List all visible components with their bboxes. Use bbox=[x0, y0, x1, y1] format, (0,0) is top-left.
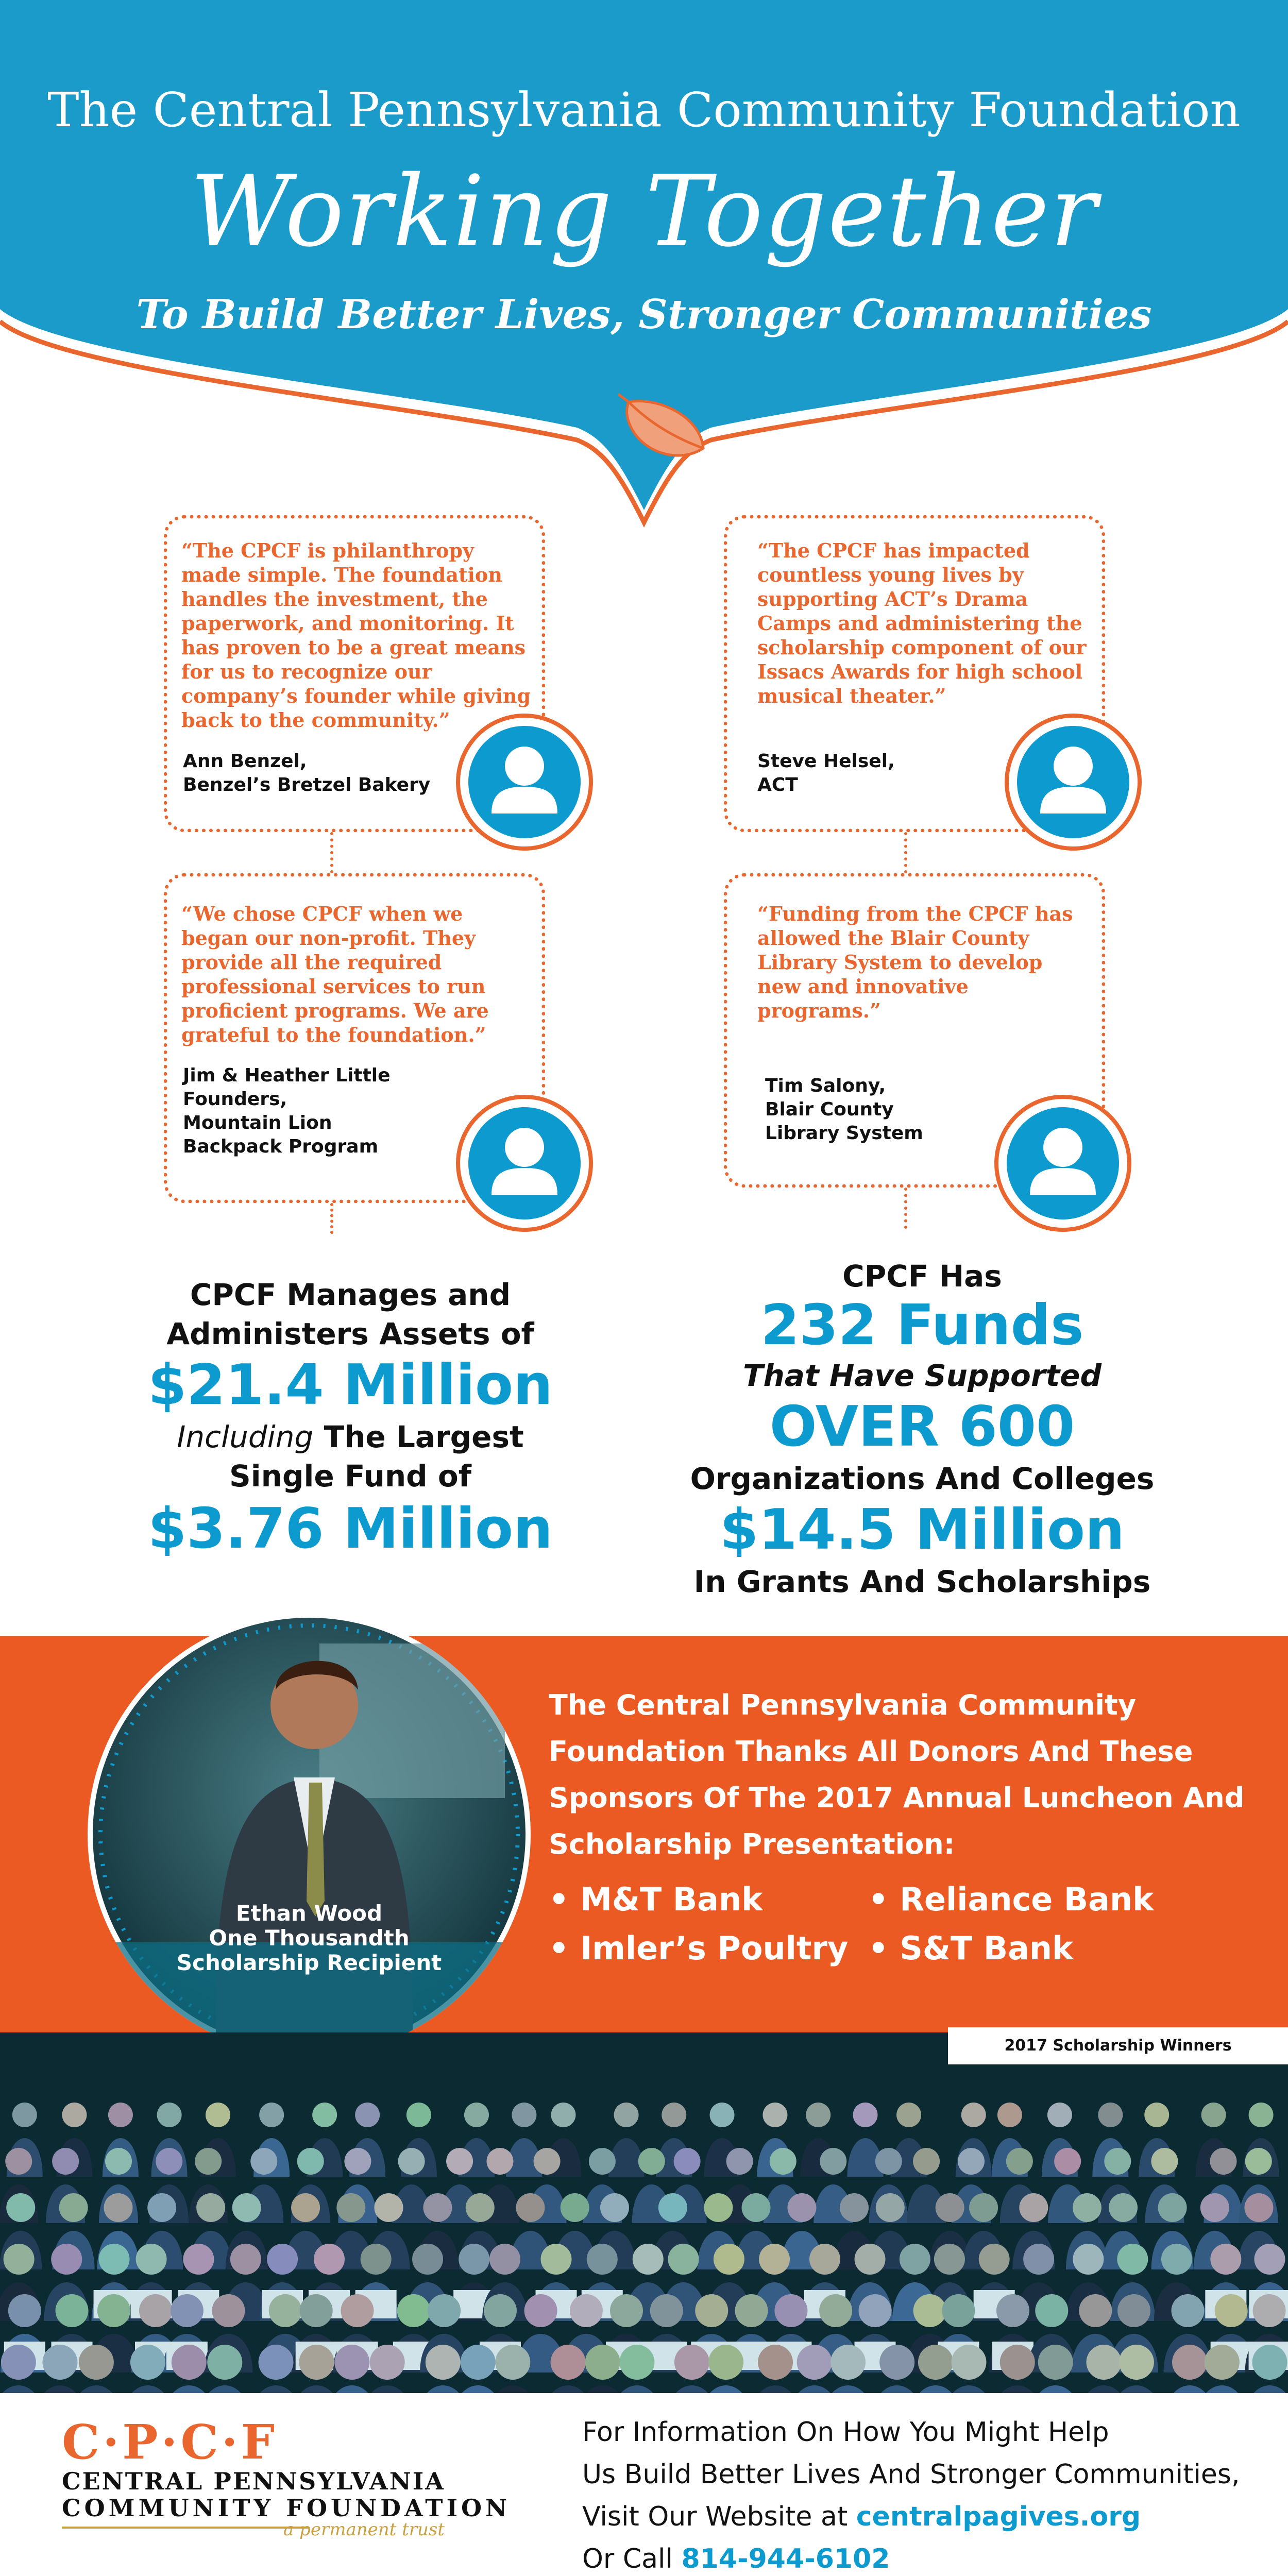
phone-link[interactable]: 814-944-6102 bbox=[681, 2544, 890, 2574]
testimonial-quote-3: “We chose CPCF when we began our non-profit. They provide all the required professional services to run proficient programs. We are grateful to the foundation.” bbox=[181, 902, 489, 1046]
stats-right: CPCF Has 232 Funds That Have Supported OVER 600 Organizations And Colleges $14.5 Million In Grants And Scholarships bbox=[665, 1257, 1180, 1601]
logo-line-2: COMMUNITY FOUNDATION bbox=[62, 2494, 511, 2522]
funds-count: 232 Funds bbox=[760, 1293, 1084, 1358]
user-icon bbox=[1007, 1107, 1119, 1219]
testimonial-author-2: Steve Helsel, ACT bbox=[757, 751, 895, 795]
user-icon bbox=[468, 726, 581, 838]
cpcf-logo bbox=[62, 2414, 556, 2540]
assets-amount: $21.4 Million bbox=[148, 1353, 553, 1417]
logo-divider bbox=[62, 2527, 309, 2529]
recipient-photo bbox=[88, 1613, 531, 2056]
testimonial-author-1: Ann Benzel, Benzel’s Bretzel Bakery bbox=[183, 751, 431, 795]
avatar bbox=[456, 714, 593, 851]
largest-fund-amount: $3.76 Million bbox=[148, 1497, 553, 1561]
user-icon bbox=[1017, 726, 1129, 838]
testimonial-quote-1: “The CPCF is philanthropy made simple. The foundation handles the investment, the paperwork, and monitoring. It has proven to be a great means for us to recognize our company’s founder while giving back to the community.” bbox=[181, 539, 531, 732]
organizations-count: OVER 600 bbox=[769, 1395, 1075, 1459]
avatar bbox=[1005, 714, 1142, 851]
leaf-icon bbox=[618, 392, 711, 469]
testimonial-quote-2: “The CPCF has impacted countless young lives by supporting ACT’s Drama Camps and administering the scholarship component of our Issacs Awards for high school musical theater.” bbox=[757, 539, 1087, 707]
thanks-text: The Central Pennsylvania Community Foundation Thanks All Donors And These Sponsors Of The 2017 Annual Luncheon And Scholarship Presentation: bbox=[549, 1689, 1245, 1860]
dotted-connector bbox=[904, 1188, 907, 1229]
dotted-connector bbox=[330, 1203, 333, 1234]
testimonial-author-3: Jim & Heather Little Founders, Mountain Lion Backpack Program bbox=[183, 1065, 391, 1157]
tagline: To Build Better Lives, Stronger Communities bbox=[136, 291, 1152, 338]
avatar bbox=[456, 1095, 593, 1232]
user-icon bbox=[468, 1107, 581, 1219]
footer-info: For Information On How You Might Help Us Build Better Lives And Stronger Communities, Visit Our Website at centralpagives.org Or Call 814-944-6102 bbox=[582, 2417, 1240, 2574]
group-photo bbox=[0, 2032, 1288, 2393]
logo-letters: C·P·C·F bbox=[62, 2414, 278, 2470]
avatar bbox=[994, 1095, 1131, 1232]
recipient-caption: Ethan Wood One Thousandth Scholarship Recipient bbox=[176, 1901, 442, 1975]
dotted-connector bbox=[330, 832, 333, 873]
sponsor-item: • Imler’s Poultry bbox=[549, 1929, 849, 1967]
sponsor-item: • S&T Bank bbox=[868, 1929, 1074, 1967]
testimonial-author-4: Tim Salony, Blair County Library System bbox=[765, 1075, 923, 1144]
group-photo-caption: 2017 Scholarship Winners bbox=[948, 2027, 1288, 2064]
headline-script: Working Together bbox=[190, 155, 1098, 268]
logo-tagline: a permanent trust bbox=[283, 2519, 445, 2540]
logo-line-1: CENTRAL PENNSYLVANIA bbox=[62, 2467, 445, 2495]
dotted-connector bbox=[904, 832, 907, 873]
stats-left: CPCF Manages and Administers Assets of $21.4 Million Including The Largest Single Fund of $3.76 Million bbox=[93, 1275, 608, 1563]
sponsor-item: • Reliance Bank bbox=[868, 1880, 1154, 1918]
testimonial-quote-4: “Funding from the CPCF has allowed the Blair County Library System to develop new and innovative programs.” bbox=[757, 902, 1073, 1022]
website-link[interactable]: centralpagives.org bbox=[856, 2501, 1141, 2532]
grants-amount: $14.5 Million bbox=[720, 1498, 1125, 1562]
sponsor-item: • M&T Bank bbox=[549, 1880, 763, 1918]
organization-name: The Central Pennsylvania Community Foundation bbox=[47, 82, 1241, 138]
